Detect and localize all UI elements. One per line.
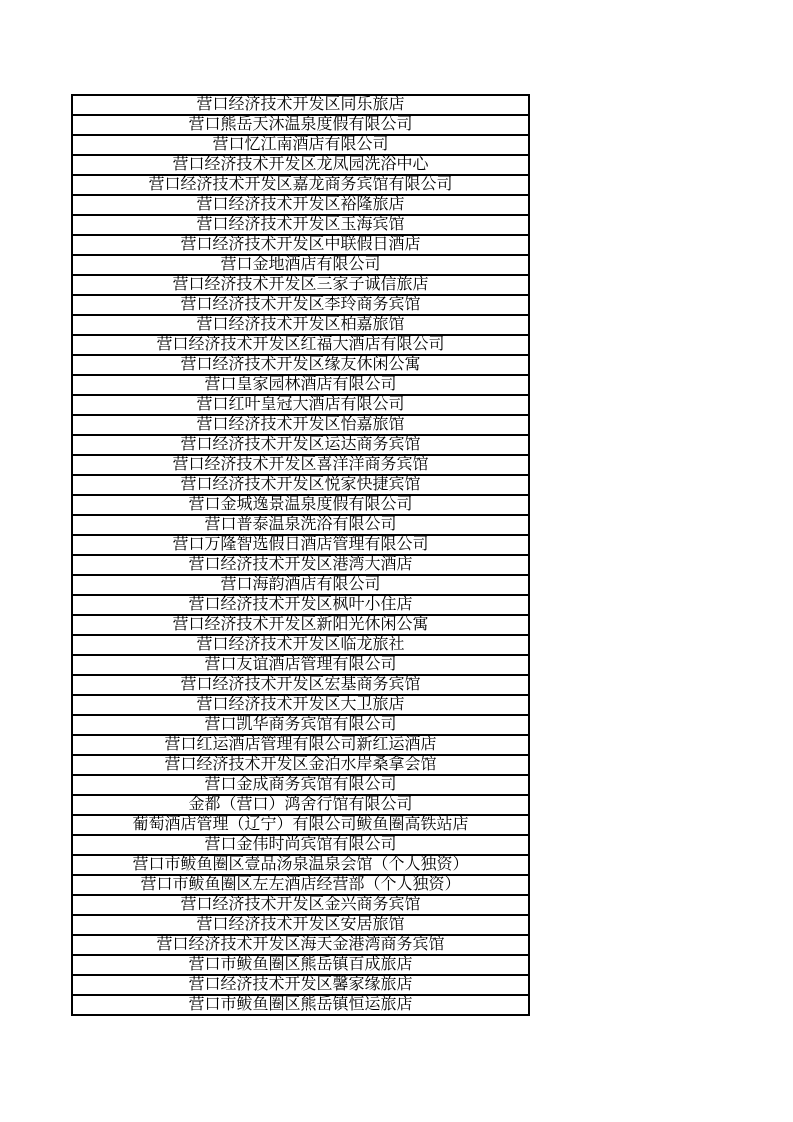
hotel-name-cell: 营口海韵酒店有限公司 xyxy=(72,575,529,595)
hotel-name-cell: 营口金地酒店有限公司 xyxy=(72,255,529,275)
table-row xyxy=(72,255,529,275)
hotel-name-cell: 营口忆江南酒店有限公司 xyxy=(72,135,529,155)
table-row xyxy=(72,335,529,355)
hotel-name-cell: 营口经济技术开发区嘉龙商务宾馆有限公司 xyxy=(72,175,529,195)
hotel-name-cell: 营口凯华商务宾馆有限公司 xyxy=(72,715,529,735)
hotel-name-cell: 营口经济技术开发区金泊水岸桑拿会馆 xyxy=(72,755,529,775)
hotel-name-cell: 营口经济技术开发区安居旅馆 xyxy=(72,915,529,935)
table-row xyxy=(72,575,529,595)
hotel-name-cell: 营口经济技术开发区喜洋洋商务宾馆 xyxy=(72,455,529,475)
table-row xyxy=(72,175,529,195)
hotel-name-cell: 营口万隆智选假日酒店管理有限公司 xyxy=(72,535,529,555)
table-row xyxy=(72,215,529,235)
table-row xyxy=(72,895,529,915)
hotel-name-cell: 营口经济技术开发区大卫旅店 xyxy=(72,695,529,715)
table-row xyxy=(72,315,529,335)
hotel-name-cell: 营口经济技术开发区海天金港湾商务宾馆 xyxy=(72,935,529,955)
hotel-name-cell: 营口经济技术开发区馨家缘旅店 xyxy=(72,975,529,995)
hotel-name-cell: 营口经济技术开发区怡嘉旅馆 xyxy=(72,415,529,435)
table-row xyxy=(72,135,529,155)
hotel-name-cell: 营口皇家园林酒店有限公司 xyxy=(72,375,529,395)
table-row xyxy=(72,955,529,975)
hotel-name-cell: 营口经济技术开发区新阳光休闲公寓 xyxy=(72,615,529,635)
hotel-name-cell: 营口经济技术开发区三家子诚信旅店 xyxy=(72,275,529,295)
table-row xyxy=(72,235,529,255)
table-row xyxy=(72,735,529,755)
table-row xyxy=(72,775,529,795)
hotel-name-cell: 营口经济技术开发区悦家快捷宾馆 xyxy=(72,475,529,495)
hotel-name-cell: 营口经济技术开发区港湾大酒店 xyxy=(72,555,529,575)
hotel-name-cell: 营口市鲅鱼圈区左左酒店经营部（个人独资） xyxy=(72,875,529,895)
table-row xyxy=(72,275,529,295)
hotel-name-cell: 营口市鲅鱼圈区壹品汤泉温泉会馆（个人独资） xyxy=(72,855,529,875)
hotel-name-cell: 营口红叶皇冠大酒店有限公司 xyxy=(72,395,529,415)
table-row xyxy=(72,915,529,935)
hotel-name-cell: 营口经济技术开发区李玲商务宾馆 xyxy=(72,295,529,315)
table-row xyxy=(72,675,529,695)
table-row xyxy=(72,795,529,815)
hotel-name-cell: 营口市鲅鱼圈区熊岳镇恒运旅店 xyxy=(72,995,529,1015)
hotel-name-cell: 营口经济技术开发区红福大酒店有限公司 xyxy=(72,335,529,355)
table-row xyxy=(72,535,529,555)
hotel-name-cell: 营口红运酒店管理有限公司新红运酒店 xyxy=(72,735,529,755)
hotel-table-body xyxy=(72,95,529,1015)
table-row xyxy=(72,555,529,575)
hotel-name-cell: 营口市鲅鱼圈区熊岳镇百成旅店 xyxy=(72,955,529,975)
hotel-name-cell: 营口经济技术开发区金兴商务宾馆 xyxy=(72,895,529,915)
table-row xyxy=(72,935,529,955)
table-row xyxy=(72,755,529,775)
table-row xyxy=(72,995,529,1015)
hotel-name-cell: 营口经济技术开发区枫叶小住店 xyxy=(72,595,529,615)
table-row xyxy=(72,595,529,615)
table-row xyxy=(72,375,529,395)
hotel-name-cell: 营口金成商务宾馆有限公司 xyxy=(72,775,529,795)
table-row xyxy=(72,715,529,735)
table-row xyxy=(72,695,529,715)
table-row xyxy=(72,835,529,855)
hotel-name-cell: 葡萄酒店管理（辽宁）有限公司鲅鱼圈高铁站店 xyxy=(72,815,529,835)
hotel-name-cell: 营口熊岳天沐温泉度假有限公司 xyxy=(72,115,529,135)
table-row xyxy=(72,415,529,435)
table-row xyxy=(72,615,529,635)
table-row xyxy=(72,635,529,655)
table-row xyxy=(72,455,529,475)
table-row xyxy=(72,495,529,515)
table-row xyxy=(72,855,529,875)
table-row xyxy=(72,295,529,315)
hotel-name-cell: 金都（营口）鸿舍行馆有限公司 xyxy=(72,795,529,815)
hotel-name-cell: 营口经济技术开发区同乐旅店 xyxy=(72,95,529,115)
hotel-name-cell: 营口金伟时尚宾馆有限公司 xyxy=(72,835,529,855)
table-row xyxy=(72,395,529,415)
hotel-name-cell: 营口金城逸景温泉度假有限公司 xyxy=(72,495,529,515)
hotel-name-cell: 营口经济技术开发区龙凤园洗浴中心 xyxy=(72,155,529,175)
table-row xyxy=(72,515,529,535)
table-row xyxy=(72,355,529,375)
hotel-name-cell: 营口经济技术开发区宏基商务宾馆 xyxy=(72,675,529,695)
hotel-name-cell: 营口经济技术开发区临龙旅社 xyxy=(72,635,529,655)
hotel-list-table xyxy=(71,94,530,1016)
hotel-name-cell: 营口友谊酒店管理有限公司 xyxy=(72,655,529,675)
table-row xyxy=(72,195,529,215)
table-row xyxy=(72,435,529,455)
hotel-name-cell: 营口普泰温泉洗浴有限公司 xyxy=(72,515,529,535)
table-row xyxy=(72,815,529,835)
table-row xyxy=(72,95,529,115)
table-row xyxy=(72,475,529,495)
table-row xyxy=(72,975,529,995)
hotel-name-cell: 营口经济技术开发区缘友休闲公寓 xyxy=(72,355,529,375)
table-row xyxy=(72,875,529,895)
hotel-name-cell: 营口经济技术开发区裕隆旅店 xyxy=(72,195,529,215)
table-row xyxy=(72,655,529,675)
table-row xyxy=(72,115,529,135)
table-row xyxy=(72,155,529,175)
hotel-name-cell: 营口经济技术开发区运达商务宾馆 xyxy=(72,435,529,455)
hotel-name-cell: 营口经济技术开发区玉海宾馆 xyxy=(72,215,529,235)
hotel-name-cell: 营口经济技术开发区柏嘉旅馆 xyxy=(72,315,529,335)
hotel-name-cell: 营口经济技术开发区中联假日酒店 xyxy=(72,235,529,255)
